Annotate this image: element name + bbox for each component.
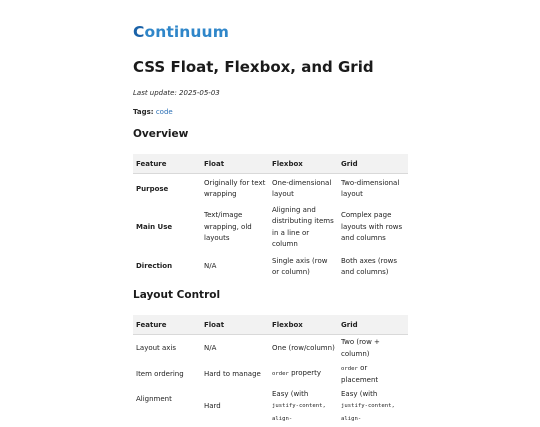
inline-code: order — [272, 371, 289, 378]
table-row — [133, 363, 408, 387]
row-label: Direction — [136, 262, 173, 271]
tags-line — [133, 108, 173, 116]
table-cell: Both axes (rows and columns) — [341, 256, 397, 276]
table-cell: Two (row + column) — [341, 338, 380, 358]
inline-code: justify-content, align- — [341, 403, 395, 422]
table-cell — [269, 387, 338, 427]
row-label: Alignment — [136, 394, 172, 403]
table-header-row — [133, 315, 408, 335]
table-cell: Text/image wrapping, old layouts — [204, 211, 252, 243]
column-header: Grid — [338, 154, 408, 174]
column-header: Feature — [133, 154, 201, 174]
table-cell: Originally for text wrapping — [204, 178, 266, 199]
column-header: Grid — [338, 315, 408, 335]
row-label: Item ordering — [136, 369, 184, 378]
table-cell: N/A — [204, 344, 217, 352]
table-cell — [338, 363, 408, 387]
table-cell: N/A — [204, 262, 217, 271]
inline-code: order — [341, 365, 358, 372]
table-row — [133, 251, 408, 284]
inline-code: justify-content, align- — [272, 403, 326, 422]
table-cell: Aligning and distributing items in a line or column — [272, 205, 334, 248]
cell-text: or placement — [341, 363, 379, 384]
column-header: Float — [201, 154, 269, 174]
table-row — [133, 174, 408, 205]
table-cell — [269, 363, 338, 387]
row-label: Purpose — [136, 184, 169, 193]
logo-initial: C — [133, 23, 145, 41]
column-header: Flexbox — [269, 154, 338, 174]
tag-link-code[interactable]: code — [155, 108, 173, 116]
table-row — [133, 205, 408, 251]
cell-text: Easy (with — [341, 389, 378, 398]
table-cell: Hard to manage — [204, 369, 261, 378]
table-cell: One-dimensional layout — [272, 178, 332, 199]
column-header: Float — [201, 315, 269, 335]
tags-label: Tags: — [133, 108, 154, 116]
table-header-row — [133, 154, 408, 174]
site-logo[interactable] — [133, 23, 229, 41]
layout-control-table — [133, 315, 408, 427]
table-cell: Complex page layouts with rows and columns — [341, 211, 403, 243]
table-cell — [338, 387, 408, 427]
table-cell: Hard — [204, 401, 221, 410]
cell-text: Easy (with — [272, 389, 309, 398]
page-title: CSS Float, Flexbox, and Grid — [133, 58, 374, 76]
column-header: Feature — [133, 315, 201, 335]
row-label: Layout axis — [136, 344, 177, 352]
logo-text: ontinuum — [144, 23, 229, 41]
cell-text: property — [288, 369, 322, 378]
row-label: Main Use — [136, 222, 173, 231]
table-row — [133, 335, 408, 363]
overview-table — [133, 154, 408, 284]
table-cell: One (row/column) — [272, 344, 335, 352]
last-update: Last update: 2025-05-03 — [133, 89, 220, 97]
section-heading-overview: Overview — [133, 128, 189, 140]
column-header: Flexbox — [269, 315, 338, 335]
table-row — [133, 387, 408, 427]
section-heading-layout-control: Layout Control — [133, 289, 221, 301]
table-cell: Single axis (row or column) — [272, 256, 328, 276]
table-cell: Two-dimensional layout — [341, 178, 400, 199]
